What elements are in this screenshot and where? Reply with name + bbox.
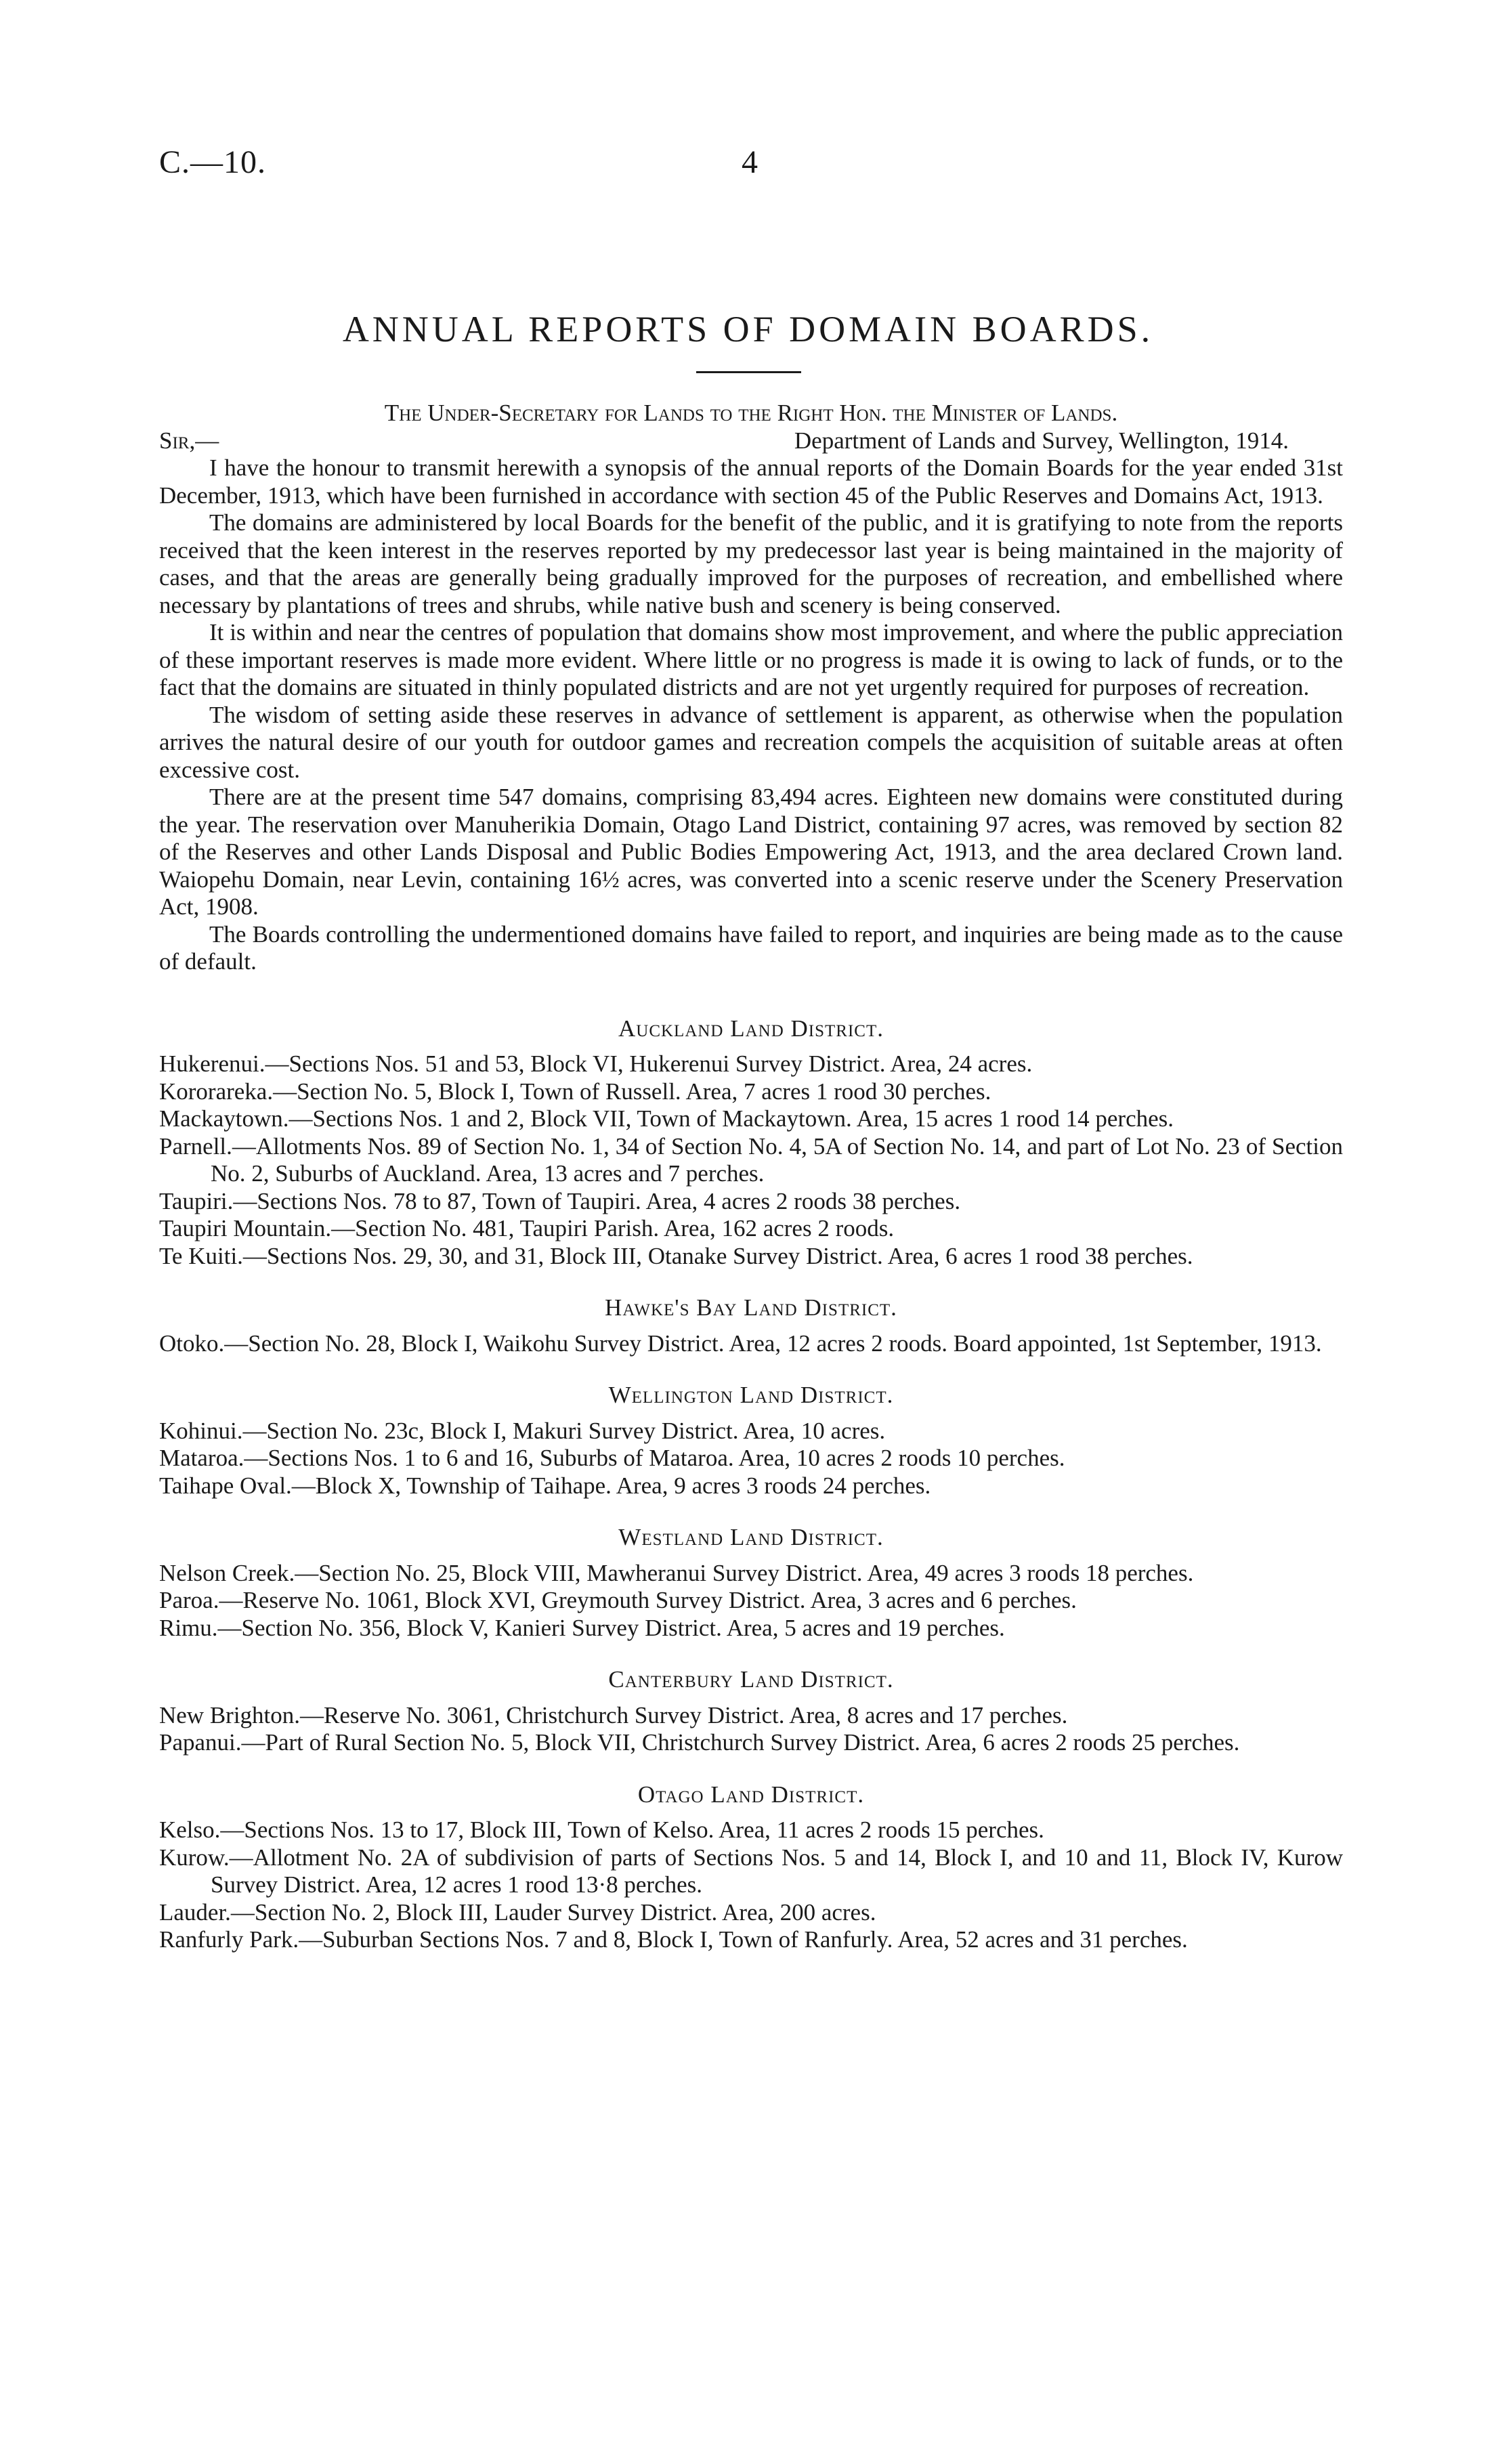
district-otago bbox=[159, 1781, 1343, 1954]
page-title: ANNUAL REPORTS OF DOMAIN BOARDS. bbox=[342, 309, 1154, 349]
domain-entry: Taihape Oval.—Block X, Township of Taihape. Area, 9 acres 3 roods 24 perches. bbox=[159, 1472, 931, 1499]
district-heading: Canterbury Land District. bbox=[608, 1666, 894, 1693]
domain-entry: Lauder.—Section No. 2, Block III, Lauder Survey District. Area, 200 acres. bbox=[159, 1898, 876, 1926]
domain-entry: Kororareka.—Section No. 5, Block I, Town of Russell. Area, 7 acres 1 rood 30 perches. bbox=[159, 1078, 991, 1105]
section-gap bbox=[159, 976, 1343, 1015]
paragraph: The domains are administered by local Boards for the benefit of the public, and it is gratifying to note from the reports received that the keen interest in the reserves reported by my predecessor last year is being maintained in the majority of cases, and that the areas are generally being gradually improved for the purposes of recreation, and embellished where necessary by plantations of trees and shrubs, while native bush and scenery is being conserved. bbox=[159, 509, 1343, 618]
domain-entry: Ranfurly Park.—Suburban Sections Nos. 7 and 8, Block I, Town of Ranfurly. Area, 52 acres and 31 perches. bbox=[159, 1926, 1188, 1953]
district-westland bbox=[159, 1524, 1343, 1642]
domain-entry: Parnell.—Allotments Nos. 89 of Section No. 1, 34 of Section No. 4, 5A of Section No. 14, and part of Lot No. 23 of Section No. 2, Suburbs of Auckland. Area, 13 acres and 7 perches. bbox=[159, 1132, 1343, 1187]
page-number: 4 bbox=[742, 144, 758, 180]
domain-entry: Kelso.—Sections Nos. 13 to 17, Block III, Town of Kelso. Area, 11 acres 2 roods 15 perches. bbox=[159, 1817, 1044, 1843]
domain-entry: New Brighton.—Reserve No. 3061, Christchurch Survey District. Area, 8 acres and 17 perches. bbox=[159, 1701, 1068, 1728]
domain-entry: Mackaytown.—Sections Nos. 1 and 2, Block VII, Town of Mackaytown. Area, 15 acres 1 rood 14 perches. bbox=[159, 1105, 1174, 1132]
domain-entry: Kohinui.—Section No. 23c, Block I, Makuri Survey District. Area, 10 acres. bbox=[159, 1417, 886, 1444]
document-code: C.—10. bbox=[159, 144, 267, 180]
department-line: Department of Lands and Survey, Wellington, 1914. bbox=[794, 427, 1289, 454]
domain-entry: Nelson Creek.—Section No. 25, Block VIII, Mawheranui Survey District. Area, 49 acres 3 roods 18 perches. bbox=[159, 1559, 1194, 1586]
domain-entry: Hukerenui.—Sections Nos. 51 and 53, Block VI, Hukerenui Survey District. Area, 24 acres. bbox=[159, 1050, 1033, 1077]
page-header bbox=[159, 144, 1344, 191]
domain-entry: Otoko.—Section No. 28, Block I, Waikohu Survey District. Area, 12 acres 2 roods. Board appointed, 1st September, 1913. bbox=[159, 1330, 1322, 1357]
domain-entry: Te Kuiti.—Sections Nos. 29, 30, and 31, Block III, Otanake Survey District. Area, 6 acres 1 rood 38 perches. bbox=[159, 1242, 1193, 1269]
paragraph: The wisdom of setting aside these reserves in advance of settlement is apparent, as otherwise when the population arrives the natural desire of our youth for outdoor games and recreation compels the acquisition of suitable areas at often excessive cost. bbox=[159, 701, 1343, 783]
domain-entry: Taupiri.—Sections Nos. 78 to 87, Town of Taupiri. Area, 4 acres 2 roods 38 perches. bbox=[159, 1187, 961, 1214]
district-heading: Wellington Land District. bbox=[608, 1382, 894, 1408]
domain-entry: Rimu.—Section No. 356, Block V, Kanieri Survey District. Area, 5 acres and 19 perches. bbox=[159, 1614, 1005, 1641]
paragraph: I have the honour to transmit herewith a synopsis of the annual reports of the Domain Boards for the year ended 31st December, 1913, which have been furnished in accordance with section 45 of the Public Reserves and Domains Act, 1913. bbox=[159, 454, 1343, 509]
paragraph: There are at the present time 547 domains, comprising 83,494 acres. Eighteen new domains were constituted during the year. The reservation over Manuherikia Domain, Otago Land District, containing 97 acres, was removed by section 82 of the Reserves and other Lands Disposal and Public Bodies Empowering Act, 1913, and the area declared Crown land. Waiopehu Domain, near Levin, containing 16½ acres, was converted into a scenic reserve under the Scenery Preservation Act, 1908. bbox=[159, 784, 1343, 920]
domain-entry: Taupiri Mountain.—Section No. 481, Taupiri Parish. Area, 162 acres 2 roods. bbox=[159, 1215, 895, 1241]
district-canterbury bbox=[159, 1666, 1343, 1757]
district-heading: Hawke's Bay Land District. bbox=[605, 1294, 897, 1321]
domain-entry: Paroa.—Reserve No. 1061, Block XVI, Greymouth Survey District. Area, 3 acres and 6 perches. bbox=[159, 1587, 1077, 1613]
district-wellington bbox=[159, 1382, 1343, 1500]
domain-entry: Kurow.—Allotment No. 2A of subdivision of parts of Sections Nos. 5 and 14, Block I, and 10 and 11, Block IV, Kurow Survey District. Area, 12 acres 1 rood 13·8 perches. bbox=[159, 1844, 1343, 1898]
district-heading: Auckland Land District. bbox=[618, 1015, 884, 1042]
district-heading: Westland Land District. bbox=[618, 1524, 884, 1550]
paragraph: It is within and near the centres of population that domains show most improvement, and where the public appreciation of these important reserves is made more evident. Where little or no progress is made it is owing to lack of funds, or to the fact that the domains are situated in thinly populated districts and are not yet urgently required for purposes of recreation. bbox=[159, 619, 1343, 700]
paragraph: The Boards controlling the undermentioned domains have failed to report, and inquiries are being made as to the cause of default. bbox=[159, 920, 1343, 975]
address-line: The Under-Secretary for Lands to the Right Hon. the Minister of Lands. bbox=[384, 400, 1118, 426]
district-auckland bbox=[159, 1015, 1343, 1271]
report-body bbox=[159, 400, 1343, 1954]
district-heading: Otago Land District. bbox=[637, 1781, 865, 1808]
salutation: Sir,— bbox=[159, 427, 219, 454]
domain-entry: Papanui.—Part of Rural Section No. 5, Block VII, Christchurch Survey District. Area, 6 acres 2 roods 25 perches. bbox=[159, 1729, 1240, 1756]
domain-entry: Mataroa.—Sections Nos. 1 to 6 and 16, Suburbs of Mataroa. Area, 10 acres 2 roods 10 perches. bbox=[159, 1445, 1065, 1471]
salutation-row bbox=[159, 427, 1343, 455]
title-rule bbox=[696, 371, 801, 373]
district-hawkes-bay bbox=[159, 1294, 1343, 1357]
